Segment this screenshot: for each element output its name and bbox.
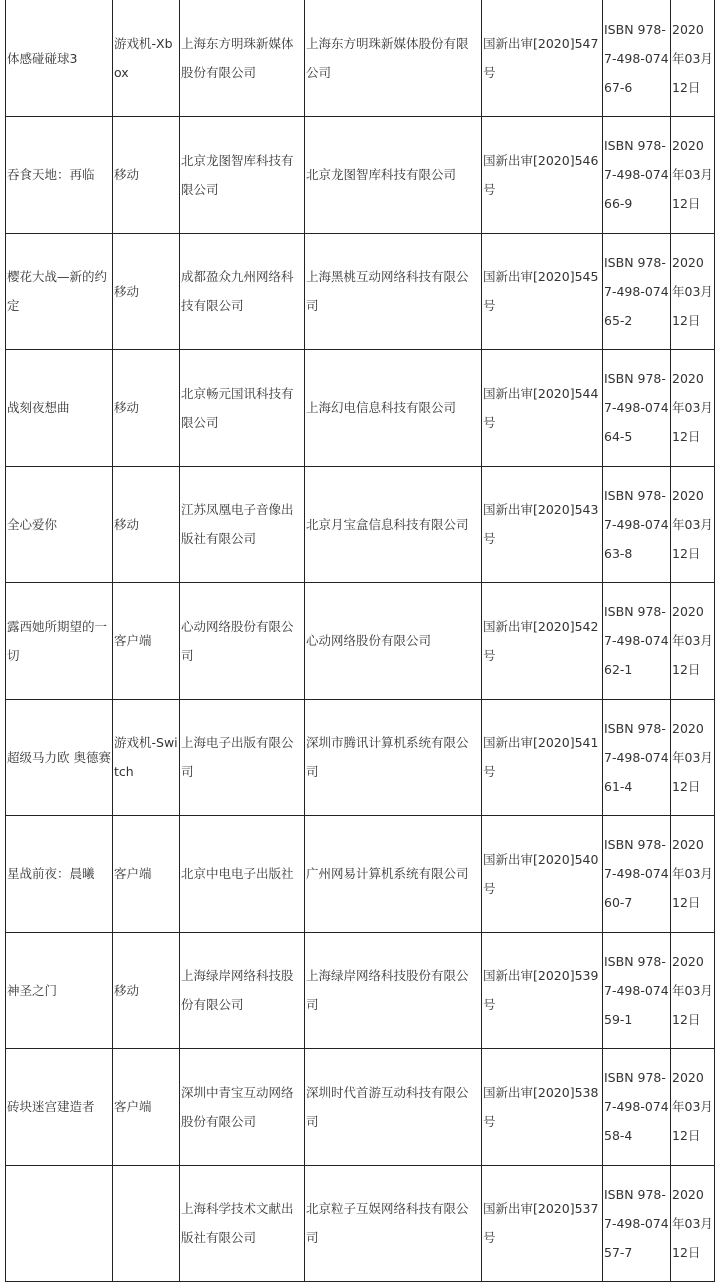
platform-cell: 移动: [113, 932, 180, 1049]
approval-number-cell: 国新出审[2020]544号: [482, 350, 603, 467]
game-name-cell: 露西她所期望的一切: [6, 583, 113, 700]
platform-cell: 游戏机-Xbox: [113, 0, 180, 117]
game-name-cell: [6, 1165, 113, 1282]
operator-cell: 上海幻电信息科技有限公司: [305, 350, 482, 467]
game-name-cell: 吞食天地：再临: [6, 117, 113, 234]
approval-number-cell: 国新出审[2020]545号: [482, 233, 603, 350]
approval-date-cell: 2020年03月12日: [671, 816, 715, 933]
platform-cell: 移动: [113, 466, 180, 583]
isbn-cell: ISBN 978-7-498-07467-6: [603, 0, 671, 117]
game-name-cell: 神圣之门: [6, 932, 113, 1049]
game-name-cell: 体感碰碰球3: [6, 0, 113, 117]
game-name-cell: 全心爱你: [6, 466, 113, 583]
game-name-cell: 超级马力欧 奥德赛: [6, 699, 113, 816]
platform-cell: 客户端: [113, 1049, 180, 1166]
approval-date-cell: 2020年03月12日: [671, 583, 715, 700]
isbn-cell: ISBN 978-7-498-07460-7: [603, 816, 671, 933]
operator-cell: 深圳时代首游互动科技有限公司: [305, 1049, 482, 1166]
approval-date-cell: 2020年03月12日: [671, 117, 715, 234]
platform-cell: 客户端: [113, 816, 180, 933]
publisher-cell: 北京畅元国讯科技有限公司: [180, 350, 305, 467]
operator-cell: 广州网易计算机系统有限公司: [305, 816, 482, 933]
approval-number-cell: 国新出审[2020]543号: [482, 466, 603, 583]
publisher-cell: 北京中电电子出版社: [180, 816, 305, 933]
game-approval-table: [5, 0, 715, 1282]
operator-cell: 北京月宝盒信息科技有限公司: [305, 466, 482, 583]
isbn-cell: ISBN 978-7-498-07463-8: [603, 466, 671, 583]
table-body: [6, 0, 715, 1282]
platform-cell: 客户端: [113, 583, 180, 700]
approval-number-cell: 国新出审[2020]537号: [482, 1165, 603, 1282]
game-name-cell: 砖块迷宫建造者: [6, 1049, 113, 1166]
table-row: [6, 1165, 715, 1282]
operator-cell: 北京粒子互娱网络科技有限公司: [305, 1165, 482, 1282]
table-row: [6, 0, 715, 117]
table-row: [6, 350, 715, 467]
operator-cell: 上海东方明珠新媒体股份有限公司: [305, 0, 482, 117]
publisher-cell: 上海东方明珠新媒体股份有限公司: [180, 0, 305, 117]
game-name-cell: 星战前夜：晨曦: [6, 816, 113, 933]
table-row: [6, 233, 715, 350]
game-name-cell: 战刻夜想曲: [6, 350, 113, 467]
isbn-cell: ISBN 978-7-498-07462-1: [603, 583, 671, 700]
approval-date-cell: 2020年03月12日: [671, 0, 715, 117]
approval-date-cell: 2020年03月12日: [671, 932, 715, 1049]
operator-cell: 心动网络股份有限公司: [305, 583, 482, 700]
approval-number-cell: 国新出审[2020]541号: [482, 699, 603, 816]
publisher-cell: 上海科学技术文献出版社有限公司: [180, 1165, 305, 1282]
operator-cell: 深圳市腾讯计算机系统有限公司: [305, 699, 482, 816]
table-row: [6, 699, 715, 816]
table-row: [6, 1049, 715, 1166]
approval-date-cell: 2020年03月12日: [671, 1165, 715, 1282]
approval-date-cell: 2020年03月12日: [671, 1049, 715, 1166]
publisher-cell: 心动网络股份有限公司: [180, 583, 305, 700]
isbn-cell: ISBN 978-7-498-07466-9: [603, 117, 671, 234]
approval-number-cell: 国新出审[2020]547号: [482, 0, 603, 117]
isbn-cell: ISBN 978-7-498-07464-5: [603, 350, 671, 467]
approval-date-cell: 2020年03月12日: [671, 350, 715, 467]
game-name-cell: 樱花大战—新的约定: [6, 233, 113, 350]
isbn-cell: ISBN 978-7-498-07465-2: [603, 233, 671, 350]
approval-date-cell: 2020年03月12日: [671, 699, 715, 816]
table-row: [6, 583, 715, 700]
approval-number-cell: 国新出审[2020]540号: [482, 816, 603, 933]
table-row: [6, 932, 715, 1049]
operator-cell: 上海绿岸网络科技股份有限公司: [305, 932, 482, 1049]
publisher-cell: 深圳中青宝互动网络股份有限公司: [180, 1049, 305, 1166]
isbn-cell: ISBN 978-7-498-07457-7: [603, 1165, 671, 1282]
operator-cell: 上海黑桃互动网络科技有限公司: [305, 233, 482, 350]
approval-date-cell: 2020年03月12日: [671, 233, 715, 350]
publisher-cell: 北京龙图智库科技有限公司: [180, 117, 305, 234]
publisher-cell: 上海绿岸网络科技股份有限公司: [180, 932, 305, 1049]
approval-number-cell: 国新出审[2020]539号: [482, 932, 603, 1049]
platform-cell: 移动: [113, 350, 180, 467]
table-row: [6, 816, 715, 933]
table-row: [6, 117, 715, 234]
platform-cell: 游戏机-Switch: [113, 699, 180, 816]
isbn-cell: ISBN 978-7-498-07461-4: [603, 699, 671, 816]
platform-cell: 移动: [113, 233, 180, 350]
publisher-cell: 江苏凤凰电子音像出版社有限公司: [180, 466, 305, 583]
isbn-cell: ISBN 978-7-498-07459-1: [603, 932, 671, 1049]
approval-date-cell: 2020年03月12日: [671, 466, 715, 583]
publisher-cell: 上海电子出版有限公司: [180, 699, 305, 816]
approval-number-cell: 国新出审[2020]546号: [482, 117, 603, 234]
table-row: [6, 466, 715, 583]
approval-number-cell: 国新出审[2020]542号: [482, 583, 603, 700]
platform-cell: 移动: [113, 117, 180, 234]
publisher-cell: 成都盈众九州网络科技有限公司: [180, 233, 305, 350]
platform-cell: [113, 1165, 180, 1282]
isbn-cell: ISBN 978-7-498-07458-4: [603, 1049, 671, 1166]
approval-number-cell: 国新出审[2020]538号: [482, 1049, 603, 1166]
operator-cell: 北京龙图智库科技有限公司: [305, 117, 482, 234]
